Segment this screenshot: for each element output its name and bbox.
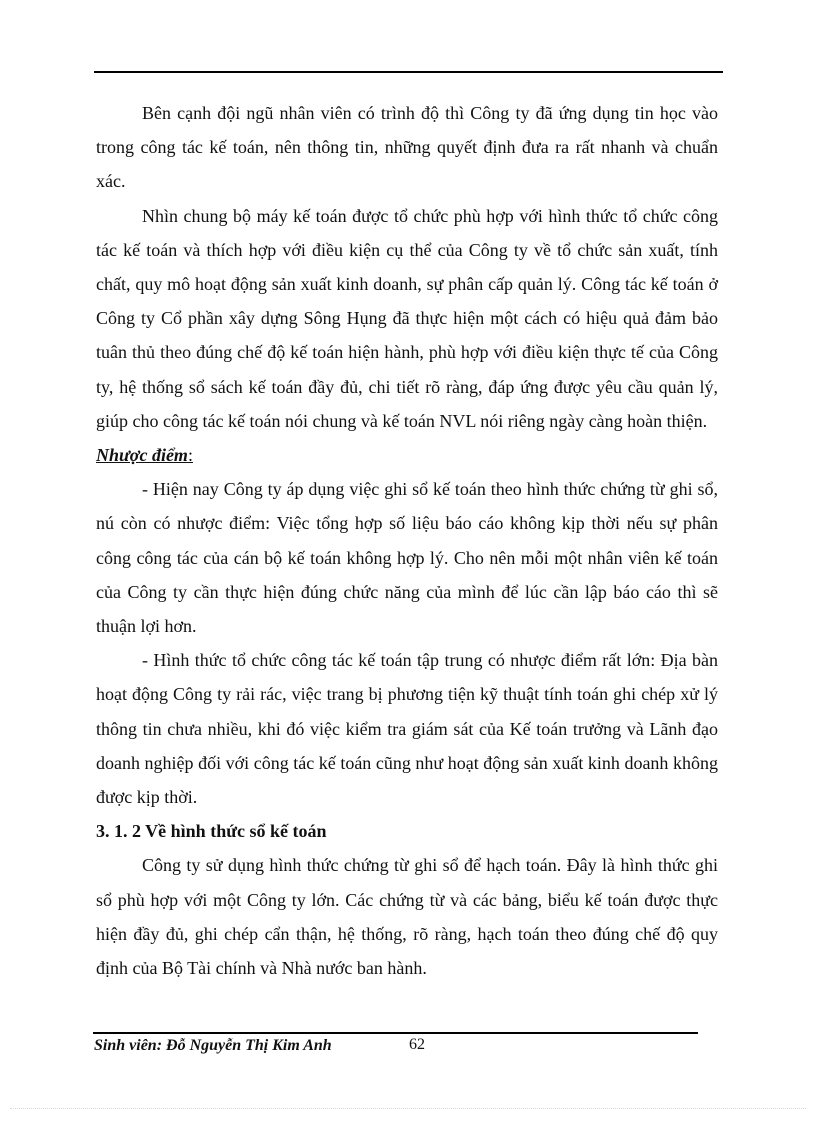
- paragraph-bookkeeping-form: Công ty sử dụng hình thức chứng từ ghi sổ để hạch toán. Đây là hình thức ghi sổ phù hợp với một Công ty lớn. Các chứng từ và các bảng, biểu kế toán được thực hiện đầy đủ, ghi chép cẩn thận, hệ thống, rõ ràng, hạch toán theo đúng chế độ quy định của Bộ Tài chính và Nhà nước ban hành.: [96, 855, 718, 979]
- paragraph-weakness-centralized: - Hình thức tổ chức công tác kế toán tập trung có nhược điểm rất lớn: Địa bàn hoạt động Công ty rải rác, việc trang bị phương tiện kỹ thuật tính toán ghi chép xử lý thông tin chưa nhiều, khi đó việc kiểm tra giám sát của Kế toán trưởng và Lãnh đạo doanh nghiệp đối với công tác kế toán cũng như hoạt động sản xuất kinh doanh không được kịp thời.: [96, 650, 718, 808]
- footer-rule: [93, 1032, 698, 1034]
- weakness-heading-label: Nhược điểm: [96, 445, 188, 466]
- section-heading: 3. 1. 2 Về hình thức sổ kế toán: [96, 821, 327, 842]
- weakness-heading: [96, 438, 718, 472]
- paragraph-it-application: Bên cạnh đội ngũ nhân viên có trình độ thì Công ty đã ứng dụng tin học vào trong công tác kế toán, nên thông tin, những quyết định đưa ra rất nhanh và chuẩn xác.: [96, 103, 718, 192]
- page-number: 62: [409, 1036, 425, 1053]
- paragraph-weakness-bookkeeping: - Hiện nay Công ty áp dụng việc ghi sổ kế toán theo hình thức chứng từ ghi sổ, nú còn có nhược điểm: Việc tổng hợp số liệu báo cáo không kịp thời nếu sự phân công công tác của cán bộ kế toán không hợp lý. Cho nên mỗi một nhân viên kế toán của Công ty cần thực hiện đúng chức năng của mình để lúc cần lập báo cáo thì sẽ thuận lợi hơn.: [96, 479, 718, 637]
- document-body: [96, 96, 718, 985]
- page-edge-border: [10, 1108, 806, 1109]
- footer-author: Sinh viên: Đỗ Nguyễn Thị Kim Anh: [94, 1037, 332, 1054]
- header-rule: [94, 71, 723, 73]
- weakness-heading-colon: :: [187, 445, 193, 466]
- paragraph-organization-overview: Nhìn chung bộ máy kế toán được tổ chức phù hợp với hình thức tổ chức công tác kế toán và thích hợp với điều kiện cụ thể của Công ty về tổ chức sản xuất, tính chất, quy mô hoạt động sản xuất kinh doanh, sự phân cấp quản lý. Công tác kế toán ở Công ty Cổ phần xây dựng Sông Hụng đã thực hiện một cách có hiệu quả đảm bảo tuân thủ theo đúng chế độ kế toán hiện hành, phù hợp với điều kiện thực tế của Công ty, hệ thống sổ sách kế toán đầy đủ, chi tiết rõ ràng, đáp ứng được yêu cầu quản lý, giúp cho công tác kế toán nói chung và kế toán NVL nói riêng ngày càng hoàn thiện.: [96, 205, 718, 431]
